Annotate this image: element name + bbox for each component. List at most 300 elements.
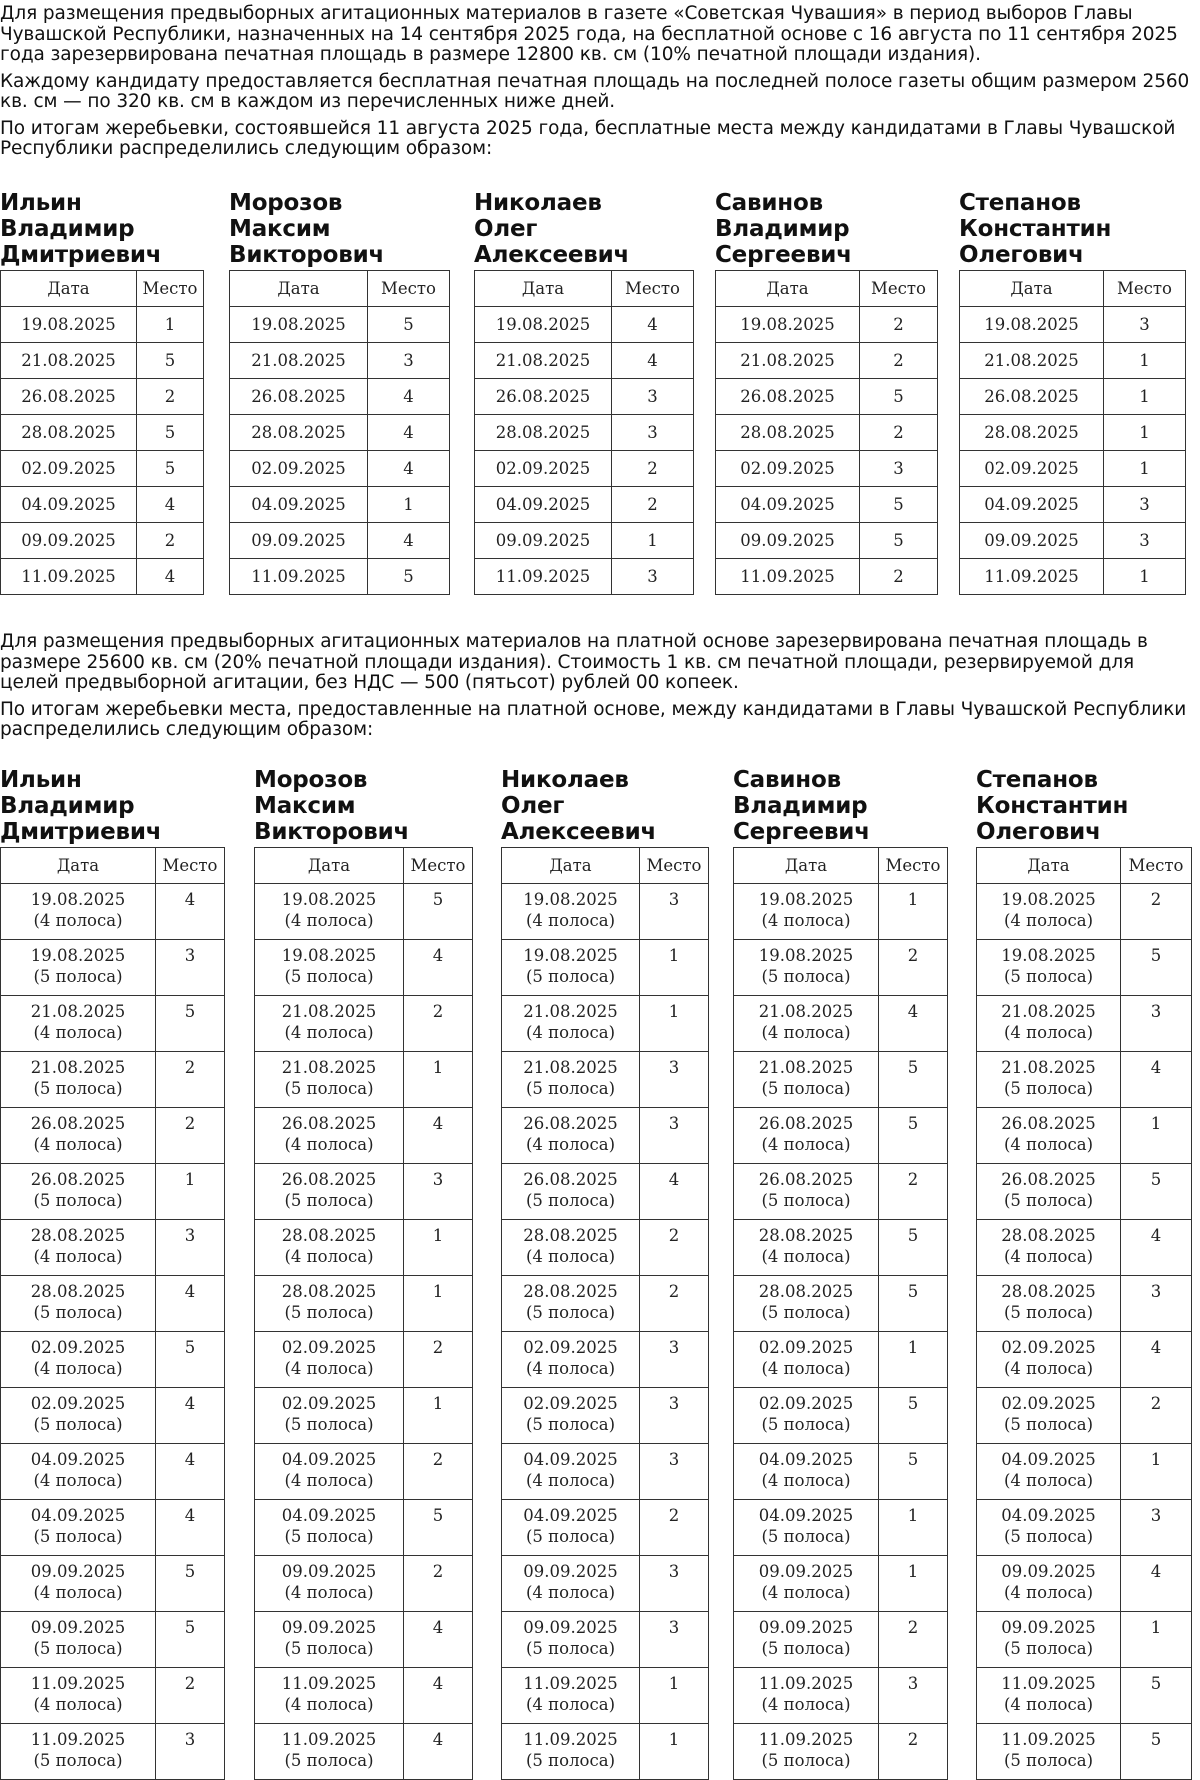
table-row (1, 1724, 225, 1780)
table-row (734, 1220, 948, 1276)
date-value: 28.08.2025 (523, 1282, 618, 1301)
table-row (960, 343, 1186, 379)
page-label: (4 полоса) (1003, 1247, 1094, 1266)
table-row (475, 559, 694, 595)
page-label: (5 полоса) (284, 1303, 374, 1322)
place-cell: 1 (612, 523, 694, 559)
date-value: 09.09.2025 (30, 1562, 126, 1581)
date-cell (502, 1388, 640, 1444)
table-row (1, 1276, 225, 1332)
date-value: 04.09.2025 (251, 495, 346, 514)
date-cell (977, 1164, 1121, 1220)
date-value: 26.08.2025 (1001, 1170, 1096, 1189)
date-value: 21.08.2025 (758, 1002, 854, 1021)
date-value: 11.09.2025 (281, 1730, 377, 1749)
place-cell: 4 (368, 523, 450, 559)
table-row (255, 1612, 473, 1668)
schedule-table (0, 847, 225, 1780)
place-cell: 5 (879, 1276, 948, 1332)
table-row (960, 307, 1186, 343)
page-label: (5 полоса) (33, 1751, 123, 1770)
date-cell (475, 415, 612, 451)
date-cell (734, 1164, 879, 1220)
page-label: (4 полоса) (761, 1135, 851, 1154)
date-value: 02.09.2025 (251, 459, 346, 478)
place-cell: 2 (137, 379, 204, 415)
date-value: 21.08.2025 (1001, 1058, 1096, 1077)
column-header-place: Место (1121, 848, 1192, 884)
place-cell: 5 (404, 1500, 473, 1556)
place-cell: 1 (404, 1276, 473, 1332)
table-row (230, 343, 450, 379)
column-header-date: Дата (734, 848, 879, 884)
table-row (977, 1052, 1192, 1108)
date-cell (255, 1556, 404, 1612)
place-cell: 3 (1104, 487, 1186, 523)
table-row (1, 1612, 225, 1668)
candidate-block (501, 767, 709, 1780)
table-row (255, 1164, 473, 1220)
candidate-name (976, 767, 1192, 847)
date-cell (1, 1668, 156, 1724)
date-value: 21.08.2025 (758, 1058, 854, 1077)
page-label: (5 полоса) (761, 967, 851, 986)
date-value: 02.09.2025 (758, 1338, 854, 1357)
place-cell: 3 (404, 1164, 473, 1220)
page-label: (5 полоса) (1003, 967, 1094, 986)
date-cell (230, 343, 368, 379)
date-value: 04.09.2025 (495, 495, 591, 514)
date-cell (502, 1108, 640, 1164)
page-label: (4 полоса) (525, 1471, 616, 1490)
date-cell (502, 1220, 640, 1276)
table-row (960, 379, 1186, 415)
date-value: 02.09.2025 (30, 1394, 126, 1413)
date-cell (734, 1444, 879, 1500)
date-value: 09.09.2025 (30, 1618, 126, 1637)
schedule-table (501, 847, 709, 1780)
page-label: (5 полоса) (33, 1079, 123, 1098)
date-value: 28.08.2025 (281, 1282, 377, 1301)
place-cell: 2 (860, 559, 938, 595)
schedule-table (229, 270, 450, 595)
place-cell: 2 (156, 1108, 225, 1164)
table-row (502, 1500, 709, 1556)
place-cell: 4 (156, 1500, 225, 1556)
date-cell (255, 1444, 404, 1500)
free-section-intro (0, 4, 1195, 166)
date-cell (1, 415, 137, 451)
date-cell (1, 1724, 156, 1780)
table-row (1, 559, 204, 595)
table-row (255, 1556, 473, 1612)
paragraph: По итогам жеребьевки, состоявшейся 11 августа 2025 года, бесплатные места между кандидатами в Главы Чувашской Республики распределились следующим образом: (0, 117, 1176, 159)
column-header-place: Место (156, 848, 225, 884)
date-cell (960, 559, 1104, 595)
schedule-table (959, 270, 1186, 595)
column-header-date: Дата (230, 271, 368, 307)
date-cell (502, 1556, 640, 1612)
date-cell (734, 1332, 879, 1388)
candidate-name-line: Викторович (229, 242, 385, 268)
candidate-name-line: Алексеевич (501, 819, 657, 845)
table-row (502, 1108, 709, 1164)
date-cell (475, 451, 612, 487)
table-row (960, 415, 1186, 451)
date-cell (1, 1556, 156, 1612)
place-cell: 3 (368, 343, 450, 379)
date-value: 21.08.2025 (30, 1002, 126, 1021)
date-value: 02.09.2025 (30, 1338, 126, 1357)
candidate-name-line: Олегович (959, 242, 1084, 268)
page-label: (4 полоса) (525, 1583, 616, 1602)
candidate-name-line: Савинов (715, 190, 823, 216)
date-value: 11.09.2025 (1001, 1674, 1096, 1693)
table-row (734, 1388, 948, 1444)
table-row (475, 379, 694, 415)
page-label: (5 полоса) (525, 1303, 616, 1322)
date-cell (977, 884, 1121, 940)
paid-section-intro (0, 632, 1195, 747)
table-row (502, 996, 709, 1052)
table-row (716, 523, 938, 559)
date-cell (502, 1500, 640, 1556)
date-value: 19.08.2025 (523, 946, 618, 965)
table-row (734, 1724, 948, 1780)
date-value: 02.09.2025 (758, 1394, 854, 1413)
table-row (734, 1444, 948, 1500)
candidate-block (0, 767, 225, 1780)
table-header-row (502, 848, 709, 884)
place-cell: 4 (368, 415, 450, 451)
table-row (255, 1108, 473, 1164)
place-cell: 4 (368, 379, 450, 415)
paragraph: Каждому кандидату предоставляется бесплатная печатная площадь на последней полосе газеты общим размером 2560 кв. см — по 320 кв. см в каждом из перечисленных ниже дней. (0, 70, 1190, 112)
date-cell (1, 1332, 156, 1388)
date-cell (1, 1164, 156, 1220)
date-cell (255, 1388, 404, 1444)
page-label: (5 полоса) (284, 967, 374, 986)
date-cell (255, 1500, 404, 1556)
candidate-block (959, 190, 1186, 595)
table-row (977, 1332, 1192, 1388)
table-row (977, 1220, 1192, 1276)
table-row (734, 1164, 948, 1220)
place-cell: 5 (879, 1220, 948, 1276)
place-cell: 2 (879, 1724, 948, 1780)
date-value: 09.09.2025 (1001, 1618, 1096, 1637)
date-cell (977, 1444, 1121, 1500)
page-label: (5 полоса) (284, 1415, 374, 1434)
candidate-name-line: Дмитриевич (0, 242, 162, 268)
date-value: 04.09.2025 (984, 495, 1079, 514)
date-cell (1, 307, 137, 343)
table-row (734, 884, 948, 940)
date-cell (1, 523, 137, 559)
table-header-row (734, 848, 948, 884)
place-cell: 5 (1121, 1164, 1192, 1220)
place-cell: 2 (404, 996, 473, 1052)
place-cell: 3 (612, 559, 694, 595)
page-label: (5 полоса) (33, 1527, 123, 1546)
table-row (1, 379, 204, 415)
table-row (1, 343, 204, 379)
candidate-name (474, 190, 694, 270)
place-cell: 3 (640, 1444, 709, 1500)
place-cell: 4 (1121, 1052, 1192, 1108)
table-header-row (960, 271, 1186, 307)
page-label: (4 полоса) (761, 1471, 851, 1490)
place-cell: 4 (137, 487, 204, 523)
page-label: (4 полоса) (525, 1359, 616, 1378)
place-cell: 3 (860, 451, 938, 487)
date-value: 19.08.2025 (21, 315, 116, 334)
date-cell (734, 1556, 879, 1612)
date-cell (734, 1724, 879, 1780)
date-cell (960, 487, 1104, 523)
table-row (977, 1276, 1192, 1332)
date-cell (502, 1724, 640, 1780)
table-row (977, 996, 1192, 1052)
schedule-table (715, 270, 938, 595)
table-row (230, 451, 450, 487)
page-label: (4 полоса) (1003, 1023, 1094, 1042)
table-row (716, 487, 938, 523)
table-row (255, 940, 473, 996)
table-row (230, 487, 450, 523)
paragraph: По итогам жеребьевки места, предоставленные на платной основе, между кандидатами в Главы Чувашской Республики распределились следующим образом: (0, 698, 1187, 740)
page-label: (5 полоса) (284, 1639, 374, 1658)
table-row (734, 1500, 948, 1556)
place-cell: 1 (1121, 1612, 1192, 1668)
date-cell (255, 1220, 404, 1276)
date-cell (1, 1108, 156, 1164)
table-row (1, 1444, 225, 1500)
place-cell: 5 (156, 1332, 225, 1388)
candidate-name (501, 767, 709, 847)
date-cell (716, 451, 860, 487)
place-cell: 5 (156, 996, 225, 1052)
date-cell (230, 523, 368, 559)
place-cell: 2 (1121, 1388, 1192, 1444)
page-label: (4 полоса) (284, 1135, 374, 1154)
date-cell (1, 487, 137, 523)
date-cell (255, 1276, 404, 1332)
date-cell (255, 1668, 404, 1724)
page-label: (4 полоса) (33, 1471, 123, 1490)
place-cell: 4 (156, 1388, 225, 1444)
date-cell (716, 523, 860, 559)
date-cell (475, 379, 612, 415)
date-cell (734, 1052, 879, 1108)
date-value: 19.08.2025 (1001, 890, 1096, 909)
table-row (1, 1500, 225, 1556)
page-label: (5 полоса) (525, 1527, 616, 1546)
table-row (502, 1052, 709, 1108)
date-cell (734, 1220, 879, 1276)
candidate-name (0, 190, 204, 270)
date-cell (475, 307, 612, 343)
place-cell: 3 (640, 884, 709, 940)
date-cell (1, 343, 137, 379)
page-label: (4 полоса) (525, 911, 616, 930)
place-cell: 5 (404, 884, 473, 940)
date-value: 26.08.2025 (495, 387, 591, 406)
date-cell (716, 415, 860, 451)
date-cell (255, 1164, 404, 1220)
date-value: 28.08.2025 (281, 1226, 377, 1245)
candidate-name-line: Савинов (733, 767, 841, 793)
place-cell: 1 (640, 940, 709, 996)
candidate-name-line: Морозов (229, 190, 343, 216)
date-cell (977, 940, 1121, 996)
date-value: 04.09.2025 (758, 1506, 854, 1525)
table-row (475, 487, 694, 523)
column-header-date: Дата (255, 848, 404, 884)
page-label: (5 полоса) (33, 1191, 123, 1210)
place-cell: 5 (860, 379, 938, 415)
candidate-name-line: Владимир (715, 216, 850, 242)
table-row (230, 379, 450, 415)
place-cell: 3 (640, 1556, 709, 1612)
page-label: (5 полоса) (1003, 1415, 1094, 1434)
page-label: (5 полоса) (525, 1751, 616, 1770)
date-cell (716, 307, 860, 343)
place-cell: 5 (879, 1052, 948, 1108)
place-cell: 3 (156, 1724, 225, 1780)
date-value: 02.09.2025 (281, 1338, 377, 1357)
date-cell (230, 451, 368, 487)
date-cell (502, 1668, 640, 1724)
table-row (1, 523, 204, 559)
page-label: (5 полоса) (525, 967, 616, 986)
table-row (475, 307, 694, 343)
date-cell (255, 1108, 404, 1164)
date-cell (502, 1276, 640, 1332)
page-label: (5 полоса) (1003, 1079, 1094, 1098)
date-cell (502, 1612, 640, 1668)
table-row (977, 1108, 1192, 1164)
date-value: 02.09.2025 (1001, 1338, 1096, 1357)
date-value: 21.08.2025 (281, 1058, 377, 1077)
date-value: 09.09.2025 (984, 531, 1079, 550)
date-value: 21.08.2025 (21, 351, 116, 370)
page-label: (5 полоса) (33, 1303, 123, 1322)
candidate-name-line: Сергеевич (733, 819, 870, 845)
page-label: (4 полоса) (1003, 1583, 1094, 1602)
date-cell (716, 343, 860, 379)
table-row (502, 1220, 709, 1276)
place-cell: 3 (640, 1612, 709, 1668)
date-cell (502, 1444, 640, 1500)
candidate-block (715, 190, 938, 595)
table-row (502, 1668, 709, 1724)
page-label: (5 полоса) (284, 1079, 374, 1098)
place-cell: 4 (156, 884, 225, 940)
table-row (230, 415, 450, 451)
date-value: 11.09.2025 (758, 1674, 854, 1693)
date-value: 04.09.2025 (758, 1450, 854, 1469)
place-cell: 1 (1121, 1108, 1192, 1164)
place-cell: 2 (156, 1052, 225, 1108)
candidate-name-line: Олег (474, 216, 538, 242)
place-cell: 4 (156, 1444, 225, 1500)
date-cell (1, 379, 137, 415)
column-header-place: Место (1104, 271, 1186, 307)
place-cell: 1 (640, 996, 709, 1052)
date-value: 21.08.2025 (523, 1058, 618, 1077)
place-cell: 5 (860, 523, 938, 559)
place-cell: 3 (640, 1108, 709, 1164)
date-cell (502, 940, 640, 996)
date-value: 11.09.2025 (30, 1674, 126, 1693)
table-row (255, 1052, 473, 1108)
page-label: (4 полоса) (284, 1023, 374, 1042)
page-label: (5 полоса) (525, 1079, 616, 1098)
candidate-name-line: Максим (254, 793, 356, 819)
table-row (734, 1052, 948, 1108)
date-cell (1, 559, 137, 595)
table-row (716, 379, 938, 415)
table-row (1, 1052, 225, 1108)
date-value: 26.08.2025 (523, 1170, 618, 1189)
place-cell: 1 (368, 487, 450, 523)
date-value: 04.09.2025 (281, 1506, 377, 1525)
place-cell: 1 (1104, 415, 1186, 451)
place-cell: 2 (404, 1556, 473, 1612)
date-cell (1, 1444, 156, 1500)
place-cell: 2 (137, 523, 204, 559)
table-row (716, 451, 938, 487)
date-value: 19.08.2025 (251, 315, 346, 334)
page-label: (5 полоса) (761, 1751, 851, 1770)
date-value: 19.08.2025 (984, 315, 1079, 334)
page-label: (5 полоса) (33, 967, 123, 986)
table-header-row (1, 271, 204, 307)
table-row (255, 996, 473, 1052)
page-label: (4 полоса) (33, 911, 123, 930)
page-label: (4 полоса) (33, 1135, 123, 1154)
candidate-name-line: Викторович (254, 819, 410, 845)
candidate-name-line: Степанов (959, 190, 1081, 216)
date-value: 26.08.2025 (740, 387, 835, 406)
table-row (1, 1220, 225, 1276)
date-cell (255, 1332, 404, 1388)
date-value: 19.08.2025 (30, 946, 126, 965)
page-label: (5 полоса) (761, 1079, 851, 1098)
place-cell: 4 (404, 1668, 473, 1724)
place-cell: 5 (1121, 940, 1192, 996)
candidate-name-line: Константин (976, 793, 1129, 819)
date-cell (502, 996, 640, 1052)
place-cell: 1 (1104, 379, 1186, 415)
candidate-name-line: Николаев (501, 767, 629, 793)
page-label: (4 полоса) (284, 1471, 374, 1490)
place-cell: 5 (156, 1612, 225, 1668)
table-row (977, 1444, 1192, 1500)
date-value: 11.09.2025 (495, 567, 591, 586)
date-cell (977, 1108, 1121, 1164)
place-cell: 1 (404, 1052, 473, 1108)
date-value: 21.08.2025 (251, 351, 346, 370)
date-cell (502, 884, 640, 940)
page-label: (4 полоса) (33, 1359, 123, 1378)
date-value: 02.09.2025 (984, 459, 1079, 478)
table-row (502, 1612, 709, 1668)
date-value: 26.08.2025 (21, 387, 116, 406)
place-cell: 1 (879, 1556, 948, 1612)
date-cell (716, 379, 860, 415)
